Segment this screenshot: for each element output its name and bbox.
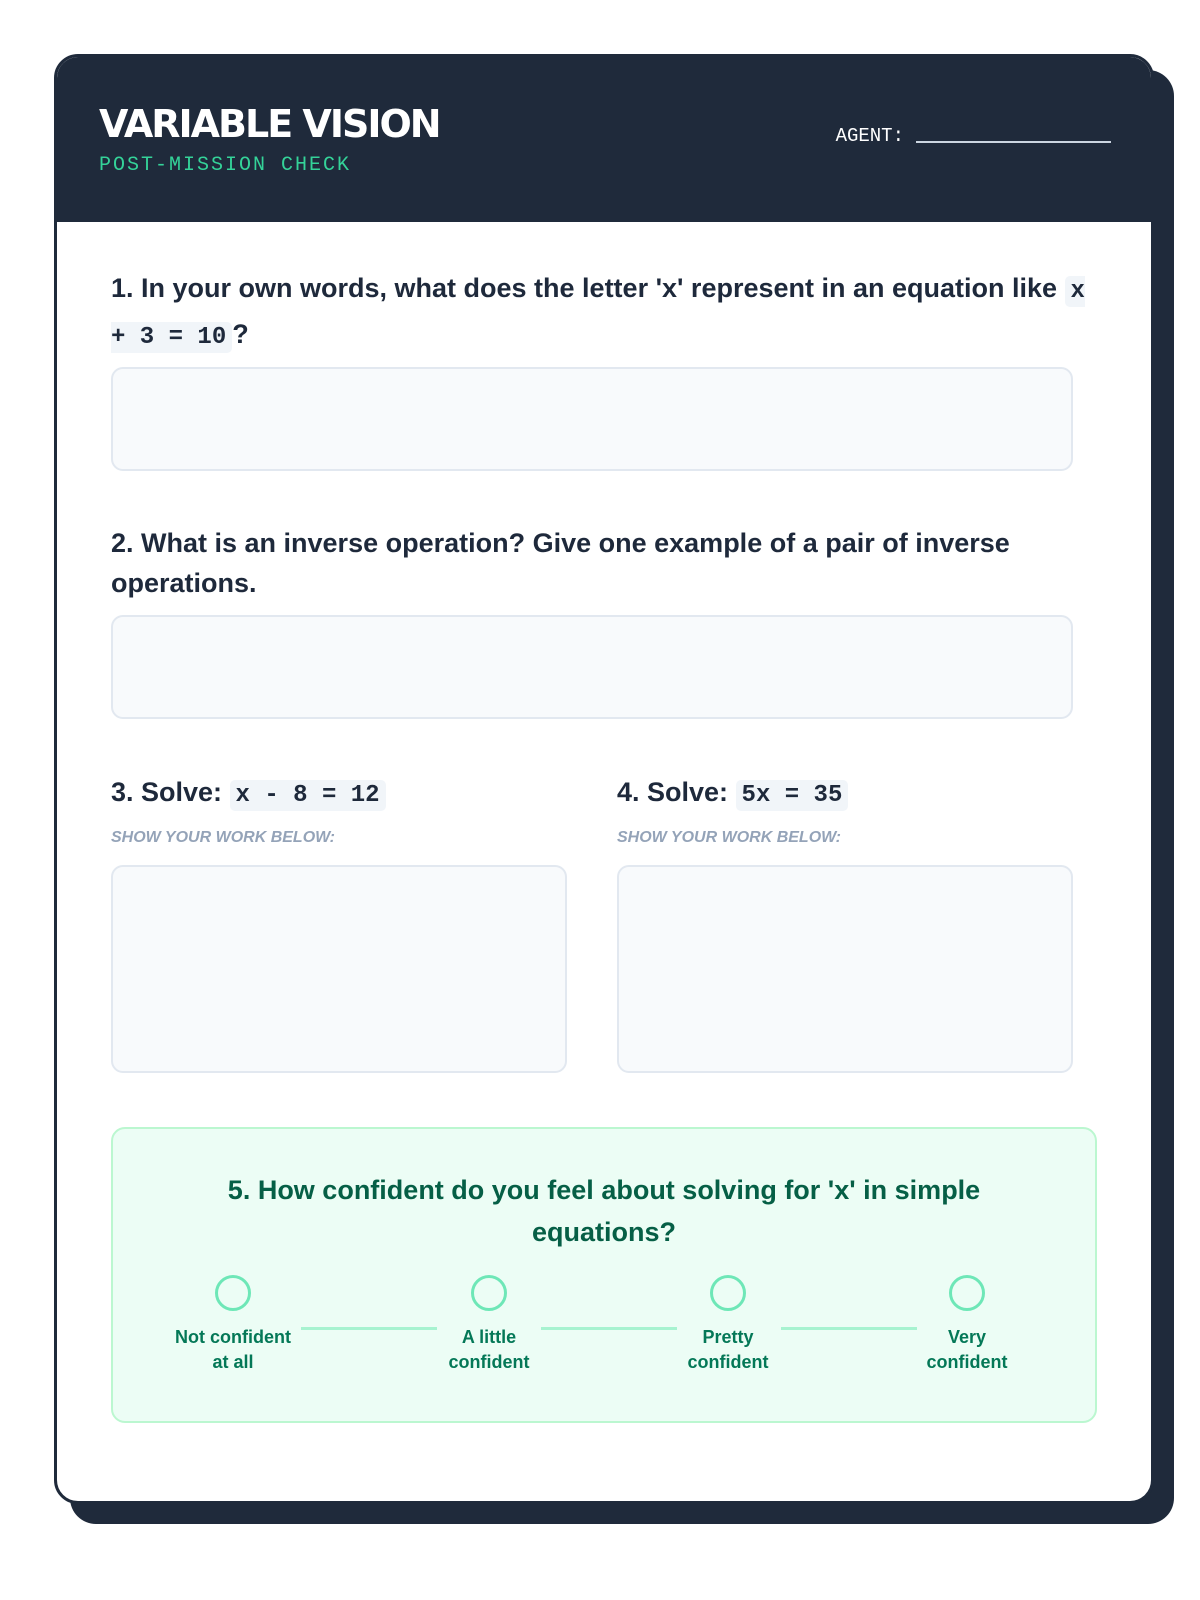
confidence-option-2[interactable] [419,1275,559,1375]
question-2: 2. What is an inverse operation? Give one example of a pair of inverse operations. [111,528,1010,598]
question-4-work-box[interactable] [617,865,1073,1073]
question-4 [617,771,848,817]
worksheet-header [57,57,1151,222]
worksheet-card [54,54,1154,1504]
confidence-option-label [163,1325,303,1375]
scale-connector [301,1327,437,1330]
confidence-option-1[interactable] [163,1275,303,1375]
question-4-equation: 5x = 35 [736,780,849,811]
option-label-line: at all [212,1352,254,1372]
question-1 [111,267,1091,359]
question-5-text: 5. How confident do you feel about solving for 'x' in simple equations? [227,1175,981,1247]
confidence-option-label [658,1325,798,1375]
radio-circle[interactable] [215,1275,251,1311]
confidence-option-4[interactable] [897,1275,1037,1375]
question-3-label: 3. Solve: [111,777,230,807]
question-1-text: 1. In your own words, what does the letter 'x' represent in an equation like [111,273,1065,303]
agent-field [836,125,1111,147]
confidence-panel [111,1127,1097,1423]
question-4-label: 4. Solve: [617,777,736,807]
question-3-work-box[interactable] [111,865,567,1073]
confidence-option-label [897,1325,1037,1375]
option-label-line: Very [947,1327,987,1347]
scale-connector [541,1327,677,1330]
agent-label: AGENT: [835,125,904,147]
question-3-equation: x - 8 = 12 [230,780,386,811]
question-2-answer-box[interactable] [111,615,1073,719]
radio-circle[interactable] [471,1275,507,1311]
question-1-equation: x + 3 = 10 [111,278,1085,351]
question-5 [113,1169,1095,1253]
option-label-line: confident [448,1352,530,1372]
worksheet-title: VARIABLE VISION [99,102,440,146]
option-label-line: confident [687,1352,769,1372]
confidence-option-3[interactable] [658,1275,798,1375]
agent-name-line[interactable] [916,141,1111,143]
radio-circle[interactable] [949,1275,985,1311]
option-label-line: A little [461,1327,517,1347]
option-label-line: Pretty [702,1327,754,1347]
worksheet-subtitle: POST-MISSION CHECK [99,154,352,177]
option-label-line: confident [926,1352,1008,1372]
question-3 [111,771,386,817]
option-label-line: Not confident [175,1327,291,1347]
question-3-hint: SHOW YOUR WORK BELOW: [111,829,335,846]
question-4-hint: SHOW YOUR WORK BELOW: [617,829,841,846]
confidence-option-label [419,1325,559,1375]
question-1-answer-box[interactable] [111,367,1073,471]
question-1-end: ? [232,319,249,349]
radio-circle[interactable] [710,1275,746,1311]
